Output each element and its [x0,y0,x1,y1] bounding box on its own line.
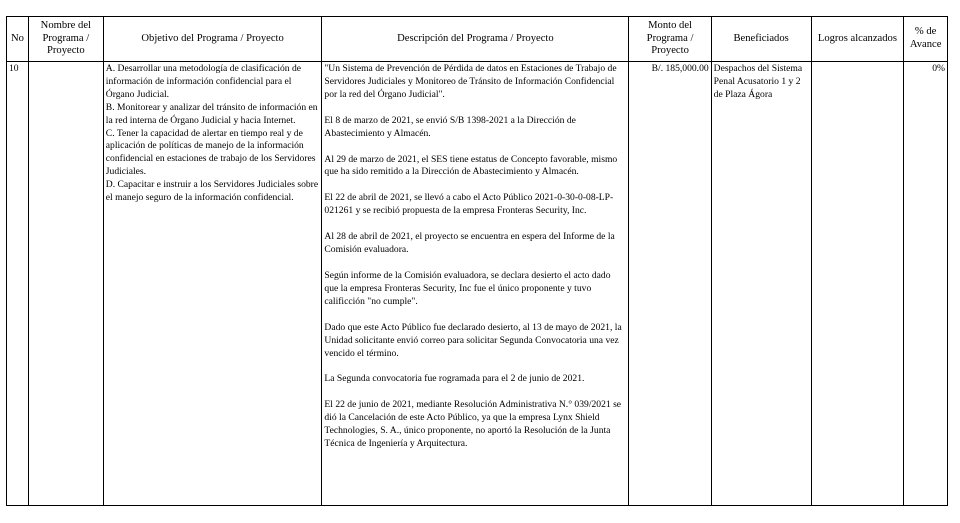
header-objetivo: Objetivo del Programa / Proyecto [103,17,322,62]
header-nombre: Nombre del Programa / Proyecto [28,17,103,62]
cell-logros [811,62,904,506]
descripcion-paragraph: El 8 de marzo de 2021, se envió S/B 1398-2021 a la Dirección de Abastecimiento y Almacén. [324,114,576,139]
header-monto: Monto del Programa / Proyecto [629,17,711,62]
cell-avance: 0% [904,62,948,506]
descripcion-paragraph: Al 28 de abril de 2021, el proyecto se encuentra en espera del Informe de la Comisión evaluadora. [324,231,615,256]
cell-descripcion [322,62,629,506]
cell-beneficiados: Despachos del Sistema Penal Acusatorio 1 y 2 de Plaza Ágora [711,62,811,506]
header-beneficiados: Beneficiados [711,17,811,62]
objetivo-item: D. Capacitar e instruir a los Servidores Judiciales sobre el manejo seguro de la información confidencial. [105,179,319,204]
objetivo-item: B. Monitorear y analizar del tránsito de información en la red interna de Órgano Judicial y hacia Internet. [105,101,318,126]
header-row [7,17,948,62]
cell-no: 10 [7,62,29,506]
descripcion-paragraph: El 22 de abril de 2021, se llevó a cabo el Acto Público 2021-0-30-0-08-LP-021261 y se recibió propuesta de la empresa Fronteras Security, Inc. [324,192,614,217]
header-descripcion: Descripción del Programa / Proyecto [322,17,629,62]
descripcion-paragraph: Al 29 de marzo de 2021, el SES tiene estatus de Concepto favorable, mismo que ha sido remitido a la Dirección de Abastecimiento y Almacén. [324,153,618,178]
table-row [7,62,948,506]
descripcion-paragraph: Según informe de la Comisión evaluadora, se declara desierto el acto dado que la empresa Fronteras Security, Inc fue el único proponente y tuvo calificción "no cumple". [324,269,611,307]
descripcion-paragraph: El 22 de junio de 2021, mediante Resolución Administrativa N.° 039/2021 se dió la Cancelación de este Acto Público, ya que la empresa Lynx Shield Technologies, S. A., único proponente, no aportó la Resolución de la Junta Técnica de Ingeniería y Arquitectura. [324,399,622,450]
cell-objetivo [103,62,322,506]
program-table [6,16,948,506]
objetivo-item: A. Desarrollar una metodología de clasificación de información de información confidencial para el Órgano Judicial. [105,63,302,100]
descripcion-paragraph: Dado que este Acto Público fue declarado desierto, al 13 de mayo de 2021, la Unidad solicitante envió correo para solicitar Segunda Convocatoria una vez vencido el término. [324,321,622,359]
cell-nombre [28,62,103,506]
header-avance: % de Avance [904,17,948,62]
cell-monto: B/. 185,000.00 [629,62,711,506]
descripcion-paragraph: "Un Sistema de Prevención de Pérdida de datos en Estaciones de Trabajo de Servidores Judiciales y Monitoreo de Tránsito de Información Confidencial por la red del Órgano Judicial". [324,63,617,100]
header-logros: Logros alcanzados [811,17,904,62]
objetivo-item: C. Tener la capacidad de alertar en tiempo real y de aplicación de políticas de manejo de la información confidencial en estaciones de trabajo de los Servidores Judiciales. [105,127,316,178]
descripcion-paragraph: La Segunda convocatoria fue rogramada para el 2 de junio de 2021. [324,373,585,385]
header-no: No [7,17,29,62]
